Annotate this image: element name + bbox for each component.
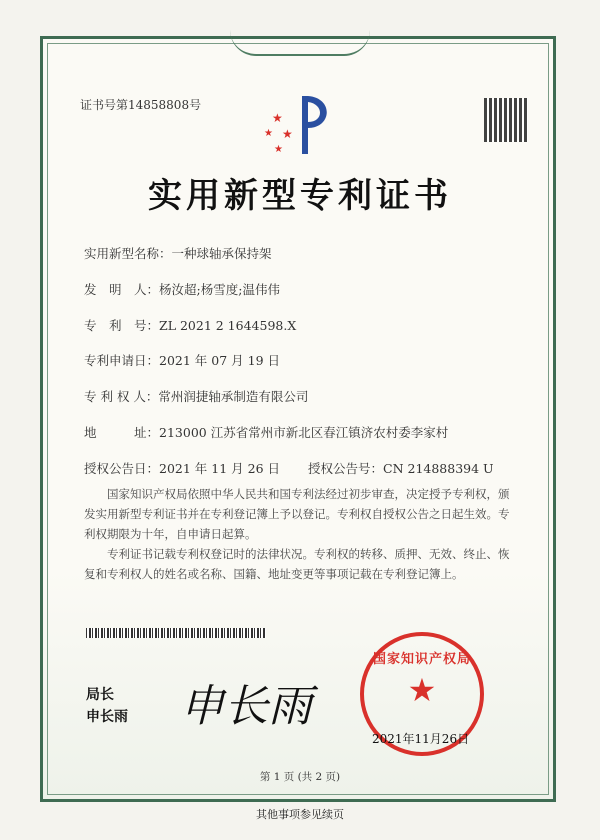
- field-label: 发 明 人：: [84, 282, 160, 297]
- field-value: 2021 年 07 月 19 日: [159, 353, 281, 368]
- field-value: ZL 2021 2 1644598.X: [159, 318, 297, 333]
- top-ornament: [230, 30, 370, 56]
- field-inventor: [84, 280, 280, 298]
- paragraph-2: 专利证书记载专利权登记时的法律状况。专利权的转移、质押、无效、终止、恢复和专利权人的姓名或名称、国籍、地址变更等事项记载在专利登记簿上。: [84, 547, 510, 581]
- paragraph-1: 国家知识产权局依照中华人民共和国专利法经过初步审查，决定授予专利权，颁发实用新型专利证书并在专利登记簿上予以登记。专利权自授权公告之日起生效。专利权期限为十年，自申请日起算。: [84, 487, 510, 541]
- field-value: 2021 年 11 月 26 日: [159, 461, 281, 476]
- field-grant-date: [84, 459, 280, 477]
- field-label: 授权公告日：: [84, 461, 160, 476]
- cnipa-logo: [262, 92, 342, 158]
- signer-name: 申长雨: [86, 709, 128, 725]
- svg-text:★: ★: [272, 111, 283, 125]
- field-label: 专利申请日：: [84, 353, 160, 368]
- signer-title: 局长: [86, 687, 114, 703]
- field-label: 地 址：: [84, 425, 160, 440]
- field-filing-date: [84, 351, 280, 369]
- field-address: [84, 423, 448, 441]
- certificate-statement: [84, 484, 520, 584]
- seal-text: 国家知识产权局: [372, 652, 471, 667]
- seal-date: 2021年11月26日: [372, 732, 470, 746]
- field-label: 实用新型名称：: [84, 246, 172, 261]
- qr-code: [484, 98, 528, 142]
- field-value: 杨汝超;杨雪度;温伟伟: [159, 282, 280, 297]
- field-value: 一种球轴承保持架: [171, 246, 272, 261]
- svg-text:★: ★: [274, 144, 283, 155]
- field-name: [84, 244, 272, 262]
- field-value: 213000 江苏省常州市新北区春江镇济农村委李家村: [159, 425, 449, 440]
- field-value: 常州润捷轴承制造有限公司: [158, 389, 309, 404]
- field-value: CN 214888394 U: [383, 461, 494, 476]
- field-patentee: [84, 387, 308, 405]
- svg-text:★: ★: [282, 127, 293, 141]
- field-pub-no: [308, 459, 494, 477]
- barcode: [86, 628, 266, 638]
- certificate-number: 证书号第14858808号: [80, 98, 202, 112]
- field-label: 专 利 号：: [84, 318, 160, 333]
- svg-text:★: ★: [264, 128, 273, 139]
- page-number: 第 1 页 (共 2 页): [259, 771, 341, 783]
- signature: 申长雨: [180, 681, 312, 732]
- field-label: 专 利 权 人：: [84, 389, 159, 404]
- star-icon: ★: [407, 671, 437, 709]
- certificate-title: 实用新型专利证书: [148, 176, 452, 216]
- footer-note: 其他事项参见续页: [256, 808, 344, 821]
- field-patent-no: [84, 316, 296, 334]
- field-label: 授权公告号：: [308, 461, 384, 476]
